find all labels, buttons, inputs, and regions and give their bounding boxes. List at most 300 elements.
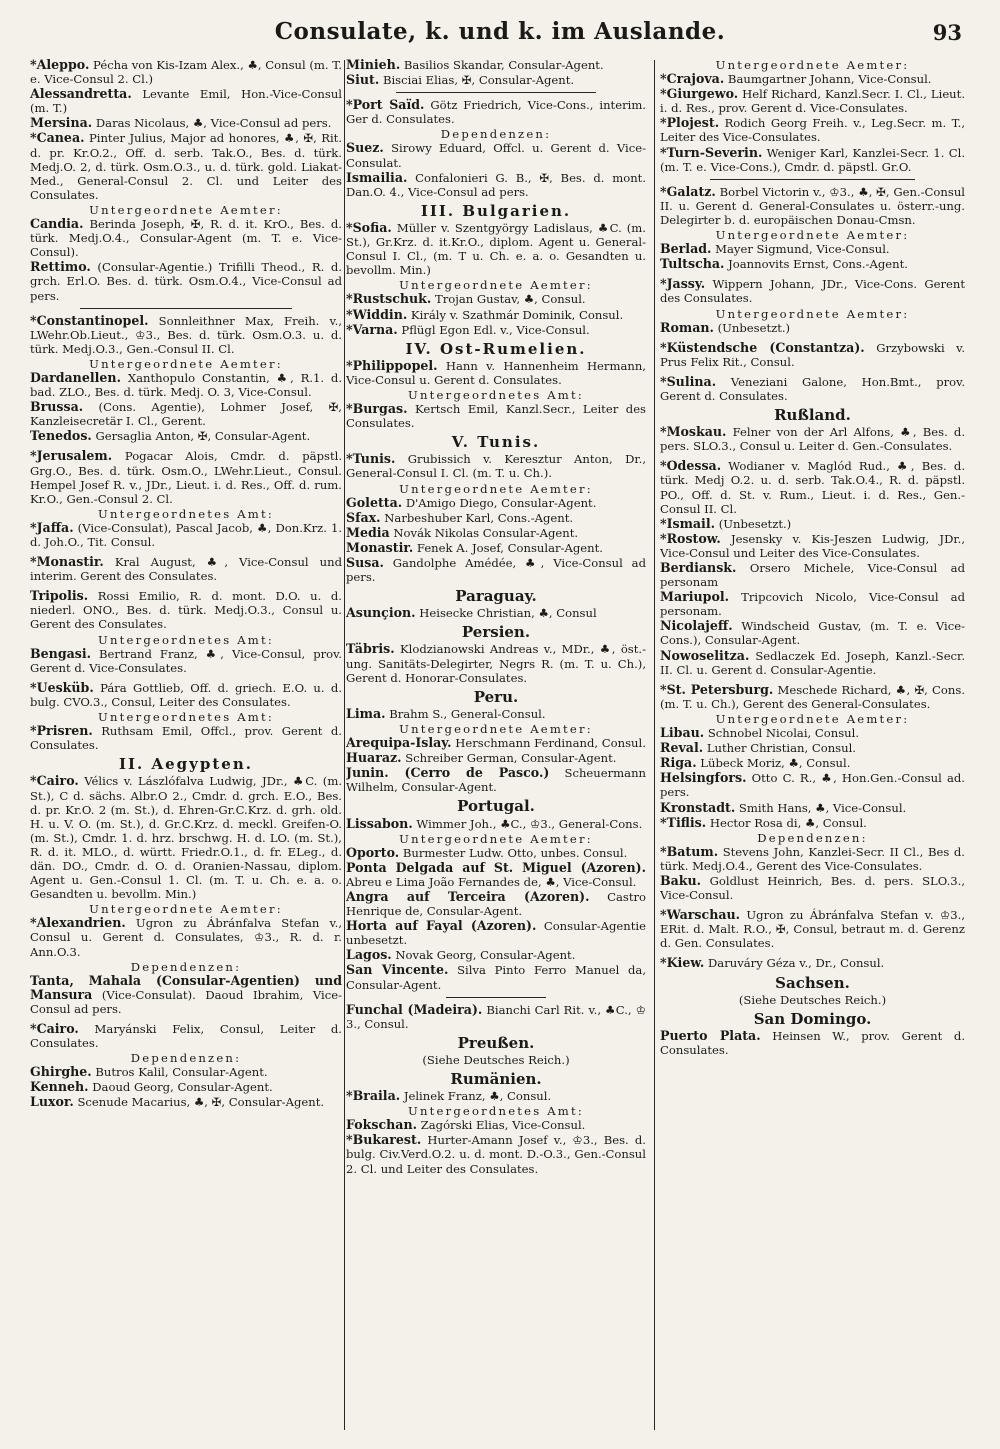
place-name: *Batum. — [660, 843, 719, 859]
entry-text: D'Amigo Diego, Consular-Agent. — [405, 495, 597, 510]
entry-text: (Consular-Agentie.) Trifilli Theod., R. d. grch. Erl.O. Bes. d. türk. Osm.O.4., Vice-Consul ad pers. — [30, 260, 342, 303]
section-heading: III. Bulgarien. — [420, 201, 572, 220]
place-name: Ismailia. — [346, 169, 408, 185]
subsection-heading: Untergeordnetes Amt: — [408, 1104, 584, 1119]
entry-text: Maryánski Felix, Consul, Leiter d. Consulates. — [30, 1022, 342, 1051]
consulate-entry — [30, 974, 342, 1016]
place-name: *Küstendsche (Constantza). — [660, 339, 865, 355]
entry-text: Helf Richard, Kanzl.Secr. I. Cl., Lieut. i. d. Res., prov. Gerent d. Vice-Consulates. — [660, 87, 965, 116]
entry-text: Grzybowski v. Prus Felix Rit., Consul. — [660, 340, 965, 369]
consulate-entry — [346, 1118, 646, 1132]
entry-text: Sedlaczek Ed. Joseph, Kanzl.-Secr. II. Cl. u. Gerent d. Consular-Agentie. — [660, 648, 965, 677]
consulate-entry — [346, 496, 646, 510]
section-rule — [710, 179, 915, 180]
place-name: *Uesküb. — [30, 679, 94, 695]
entry-text: Baumgartner Johann, Vice-Consul. — [727, 72, 932, 87]
place-name: *Sulina. — [660, 373, 717, 389]
consulate-entry — [660, 341, 965, 369]
place-name: San Vincente. — [346, 962, 449, 978]
subsection-heading: Untergeordnete Aemter: — [89, 202, 283, 217]
subsection-heading: Dependenzen: — [130, 1051, 242, 1066]
consulate-entry — [30, 1095, 342, 1109]
consulate-entry — [30, 371, 342, 399]
consulate-entry — [346, 141, 646, 169]
consulate-entry — [346, 402, 646, 430]
cross-reference-note: (Siehe Deutsches Reich.) — [422, 1052, 570, 1067]
consulate-entry — [30, 400, 342, 428]
consulate-entry — [346, 1003, 646, 1031]
entry-text: Silva Pinto Ferro Manuel da, Consular-Agent. — [346, 963, 646, 992]
country-heading: Persien. — [461, 623, 531, 642]
consulate-entry — [660, 590, 965, 618]
place-name: *Canea. — [30, 130, 85, 146]
place-name: Funchal (Madeira). — [346, 1001, 483, 1017]
consulate-entry — [660, 87, 965, 115]
entry-text: Luther Christian, Consul. — [706, 741, 856, 756]
entry-text: Lübeck Moriz, ♣, Consul. — [700, 756, 851, 771]
entry-text: Jelinek Franz, ♣, Consul. — [403, 1089, 552, 1104]
entry-text: Trojan Gustav, ♣, Consul. — [434, 292, 586, 307]
subsection-heading: Untergeordnetes Amt: — [408, 387, 584, 402]
entry-text: Herschmann Ferdinand, Consul. — [455, 736, 646, 751]
place-name: Ponta Delgada auf St. Miguel (Azoren). — [346, 859, 646, 875]
place-name: Susa. — [346, 555, 384, 570]
place-name: Junin. (Cerro de Pasco.) — [346, 765, 550, 781]
place-name: *Plojest. — [660, 115, 720, 131]
entry-text: Orsero Michele, Vice-Consul ad personam — [660, 561, 965, 590]
entry-text: Zagórski Elias, Vice-Consul. — [420, 1118, 586, 1133]
place-name: Tripolis. — [30, 588, 89, 604]
entry-text: Hurter-Amann Josef v., ♔3., Bes. d. bulg. Civ.Verd.O.2. u. d. mont. D.-O.3., Gen.-Consul 2. Cl. und Leiter des Consulates. — [346, 1133, 646, 1176]
country-heading: San Domingo. — [753, 1009, 872, 1028]
place-name: *Braila. — [346, 1088, 401, 1104]
consulate-entry — [30, 555, 342, 583]
place-name: *Burgas. — [346, 401, 408, 417]
consulate-entry — [30, 58, 342, 86]
country-heading: Peru. — [473, 687, 519, 706]
entry-text: Basilios Skandar, Consular-Agent. — [403, 58, 604, 72]
place-name: *Varna. — [346, 321, 398, 337]
entry-text: (Cons. Agentie), Lohmer Josef, ✠, Kanzleisecretär I. Cl., Gerent. — [30, 400, 342, 429]
place-name: Dardanellen. — [30, 369, 121, 385]
place-name: Siut. — [346, 72, 380, 88]
consulate-entry — [30, 521, 342, 549]
entry-text: Joannovits Ernst, Cons.-Agent. — [728, 257, 908, 272]
consulate-entry — [30, 260, 342, 302]
consulate-entry — [660, 242, 965, 256]
consulate-entry — [346, 98, 646, 126]
place-name: Media — [346, 524, 390, 540]
subsection-heading: Untergeordnetes Amt: — [98, 506, 274, 521]
place-name: *Constantinopel. — [30, 312, 149, 328]
consulate-entry — [346, 526, 646, 540]
consulate-entry — [660, 756, 965, 770]
place-name: Goletta. — [346, 494, 403, 510]
page-number: 93 — [932, 20, 962, 45]
consulate-entry — [660, 277, 965, 305]
entry-text: Ugron zu Ábránfalva Stefan v., Consul u. Gerent d. Consulates, ♔3., R. d. r. Ann.O.3. — [30, 916, 342, 959]
country-heading: Portugal. — [457, 797, 535, 816]
entry-text: Fenek A. Josef, Consular-Agent. — [416, 540, 603, 555]
entry-text: Gersaglia Anton, ✠, Consular-Agent. — [95, 429, 311, 444]
consulate-entry — [30, 449, 342, 505]
entry-text: Brahm S., General-Consul. — [389, 706, 546, 721]
place-name: *Kiew. — [660, 955, 705, 971]
place-name: Monastir. — [346, 539, 414, 555]
consulate-entry — [346, 171, 646, 199]
entry-text: Pinter Julius, Major ad honores, ♣, ✠, Rit. d. pr. Kr.O.2., Off. d. serb. Tak.O., Bes. d. türk. Medj.O. 2, d. türk. Osm.O.3., u. d. türk. gold. Liakat-Med., General-Consul 2. Cl. und Leiter des Consulates. — [30, 131, 342, 202]
cross-reference-note: (Siehe Deutsches Reich.) — [738, 992, 887, 1007]
subsection-heading: Dependenzen: — [130, 959, 242, 974]
entry-text: Müller v. Szentgyörgy Ladislaus, ♣C. (m. St.), Gr.Krz. d. it.Kr.O., diplom. Agent u. General-Consul I. Cl., (m. T u. Ch. e. a. o. Gesandten u. bevollm. Min.) — [346, 220, 646, 278]
place-name: *Tiflis. — [660, 814, 707, 830]
entry-text: Grubissich v. Keresztur Anton, Dr., General-Consul I. Cl. (m. T. u. Ch.). — [346, 452, 646, 481]
consulate-entry — [346, 452, 646, 480]
place-name: *Rustschuk. — [346, 291, 432, 307]
place-name: Rettimo. — [30, 259, 91, 275]
entry-text: Daras Nicolaus, ♣, Vice-Consul ad pers. — [95, 116, 332, 131]
subsection-heading: Untergeordnete Aemter: — [715, 306, 910, 321]
entry-text: Pflügl Egon Edl. v., Vice-Consul. — [401, 322, 590, 337]
place-name: Tenedos. — [30, 428, 92, 444]
country-heading: Rußland. — [774, 406, 851, 425]
consulate-entry — [30, 1022, 342, 1050]
place-name: Fokschan. — [346, 1117, 417, 1133]
consulate-entry — [346, 1089, 646, 1103]
consulate-entry — [30, 131, 342, 201]
place-name: *Odessa. — [660, 458, 722, 474]
entry-text: Levante Emil, Hon.-Vice-Consul (m. T.) — [30, 87, 342, 116]
place-name: *Moskau. — [660, 424, 727, 440]
entry-text: Jesensky v. Kis-Jeszen Ludwig, JDr., Vice-Consul und Leiter des Vice-Consulates. — [660, 531, 965, 560]
consulate-entry — [660, 683, 965, 711]
place-name: Kenneh. — [30, 1079, 89, 1095]
entry-text: Felner von der Arl Alfons, ♣, Bes. d. pers. SLO.3., Consul u. Leiter d. Gen.-Consulates. — [660, 425, 965, 454]
place-name: *Alexandrien. — [30, 915, 126, 931]
consulate-entry — [346, 766, 646, 794]
entry-text: Narbeshuber Karl, Cons.-Agent. — [384, 510, 574, 525]
entry-text: Berinda Joseph, ✠, R. d. it. KrO., Bes. d. türk. Medj.O.4., Consular-Agent (m. T. e. Vice-Consul). — [30, 217, 342, 260]
place-name: Sfax. — [346, 509, 381, 525]
place-name: *Warschau. — [660, 907, 741, 923]
consulate-entry — [30, 314, 342, 356]
entry-text: Pogacar Alois, Cmdr. d. päpstl. Grg.O., Bes. d. türk. Osm.O., LWehr.Lieut., Consul. Hempel Josef R. v., JDr., Lieut. i. d. Res., Off. d. rum. Kr.O., Gen.-Consul 2. Cl. — [30, 449, 342, 506]
place-name: *Rostow. — [660, 530, 721, 546]
consulate-entry — [346, 846, 646, 860]
place-name: Oporto. — [346, 844, 400, 860]
place-name: Bengasi. — [30, 645, 92, 661]
entry-text: Wippern Johann, JDr., Vice-Cons. Gerent des Consulates. — [660, 277, 965, 306]
consulate-entry — [346, 556, 646, 584]
consulate-entry — [660, 116, 965, 144]
consulate-entry — [660, 459, 965, 515]
entry-text: Abreu e Lima João Fernandes de, ♣, Vice-Consul. — [346, 874, 637, 889]
place-name: Mariupol. — [660, 589, 730, 605]
place-name: *Jaffa. — [30, 519, 74, 535]
entry-text: (Unbesetzt.) — [717, 320, 791, 335]
entry-text: Goldlust Heinrich, Bes. d. pers. SLO.3., Vice-Consul. — [660, 873, 965, 903]
section-heading: II. Aegypten. — [119, 755, 253, 774]
subsection-heading: Untergeordnete Aemter: — [715, 228, 910, 243]
consulate-entry — [30, 87, 342, 115]
consulate-entry — [660, 908, 965, 950]
entry-text: Kertsch Emil, Kanzl.Secr., Leiter des Consulates. — [346, 402, 646, 431]
place-name: Suez. — [346, 140, 384, 156]
place-name: Berlad. — [660, 241, 712, 257]
entry-text: Scenude Macarius, ♣, ✠, Consular-Agent. — [77, 1095, 325, 1110]
entry-text: Kral August, ♣, Vice-Consul und interim. Gerent des Consulates. — [30, 555, 342, 584]
place-name: Horta auf Fayal (Azoren). — [346, 918, 537, 934]
place-name: *Turn-Severin. — [660, 144, 763, 160]
consulate-entry — [660, 874, 965, 902]
consulate-entry — [346, 308, 646, 322]
consulate-entry — [346, 642, 646, 684]
place-name: Reval. — [660, 740, 704, 756]
place-name: Kronstadt. — [660, 799, 736, 815]
place-name: Nicolajeff. — [660, 618, 733, 634]
place-name: Asunçion. — [346, 605, 416, 621]
subsection-heading: Untergeordnete Aemter: — [89, 902, 283, 917]
section-heading: IV. Ost-Rumelien. — [405, 339, 587, 358]
entry-text: Gandolphe Amédée, ♣, Vice-Consul ad pers. — [346, 556, 646, 585]
consulate-entry — [346, 751, 646, 765]
country-heading: Sachsen. — [775, 973, 850, 992]
place-name: *Crajova. — [660, 71, 725, 87]
place-name: *Jassy. — [660, 276, 706, 292]
text-column-1 — [30, 58, 342, 1436]
entry-text: Vélics v. Lászlófalva Ludwig, JDr., ♣C. (m. St.), C d. sächs. Albr.O 2., Cmdr. d. grch. E.O., Bes. d. pr. Kr.O. 2 (m. St.), d. Ehren-Gr.C.Krz. d. grh. old. H. u. V. O. (m. St.), d. Gr.C.Krz. d. meckl. Greifen-O. (m. St.), Cmdr. 1. d. hrz. brschwg. H. d. LO. (m. St.), R. d. it. MLO., d. württ. Friedr.O.1., d. fr. ELeg., d. dän. DO., Cmdr. d. O. d. Oranien-Nassau, diplom. Agent u. Gen.-Consul 1. Cl. (m. T. u. Ch. e. a. o. Gesandten u. bevollm. Min.) — [30, 774, 342, 902]
place-name: Lima. — [346, 705, 386, 721]
consulate-entry — [346, 541, 646, 555]
entry-text: Bertrand Franz, ♣, Vice-Consul, prov. Gerent d. Vice-Consulates. — [30, 646, 342, 675]
entry-text: Götz Friedrich, Vice-Cons., interim. Ger d. Consulates. — [346, 98, 646, 127]
entry-text: Smith Hans, ♣, Vice-Consul. — [738, 800, 907, 815]
subsection-heading: Untergeordnetes Amt: — [98, 710, 274, 725]
entry-text: Xanthopulo Constantin, ♣, R.1. d. bad. ZLO., Bes. d. türk. Medj. O. 3, Vice-Consul. — [30, 370, 342, 400]
entry-text: Sonnleithner Max, Freih. v., LWehr.Ob.Lieut., ♔3., Bes. d. türk. Osm.O.3. u. d. türk. Medj.O.3., Gen.-Consul II. Cl. — [30, 313, 342, 356]
place-name: Lissabon. — [346, 815, 413, 831]
subsection-heading: Untergeordnete Aemter: — [89, 356, 283, 371]
place-name: Tanta, Mahala (Consular-Agentien) und Mansura — [30, 972, 342, 1002]
entry-text: Rodich Georg Freih. v., Leg.Secr. m. T., Leiter des Vice-Consulates. — [660, 116, 965, 145]
consulate-entry — [660, 532, 965, 560]
section-rule — [80, 308, 292, 309]
entry-text: Windscheid Gustav, (m. T. e. Vice-Cons.), Consular-Agent. — [660, 619, 965, 648]
place-name: Baku. — [660, 872, 702, 888]
country-heading: Preußen. — [457, 1033, 535, 1052]
entry-text: Pára Gottlieb, Off. d. griech. E.O. u. d. bulg. CVO.3., Consul, Leiter des Consulates. — [30, 680, 342, 709]
consulate-entry — [660, 816, 965, 830]
entry-text: Klodzianowski Andreas v., MDr., ♣, öst.-ung. Sanitäts-Delegirter, Negrs R. (m. T. u. Ch.), Gerent d. Honorar-Consulates. — [346, 642, 646, 685]
entry-text: Weniger Karl, Kanzlei-Secr. 1. Cl. (m. T. e. Vice-Cons.), Cmdr. d. päpstl. Gr.O. — [660, 145, 965, 174]
entry-text: Király v. Szathmár Dominik, Consul. — [410, 307, 624, 322]
place-name: Ghirghe. — [30, 1064, 92, 1080]
country-heading: Rumänien. — [450, 1070, 542, 1088]
consulate-entry — [346, 736, 646, 750]
place-name: Minieh. — [346, 58, 401, 72]
place-name: *Tunis. — [346, 451, 396, 467]
consulate-entry — [660, 72, 965, 86]
place-name: *Giurgewo. — [660, 86, 739, 102]
consulate-entry — [660, 321, 965, 335]
entry-text: Sirowy Eduard, Offcl. u. Gerent d. Vice-Consulat. — [346, 141, 646, 170]
column-divider — [654, 60, 655, 1430]
consulate-entry — [30, 116, 342, 130]
place-name: Roman. — [660, 319, 714, 335]
page-title: Consulate, k. und k. im Auslande. — [274, 18, 726, 45]
subsection-heading: Untergeordnetes Amt: — [98, 632, 274, 647]
entry-text: Daruváry Géza v., Dr., Consul. — [707, 956, 885, 971]
country-heading: Paraguay. — [455, 587, 537, 606]
subsection-heading: Dependenzen: — [440, 127, 552, 142]
consulate-entry — [660, 649, 965, 677]
entry-text: Rossi Emilio, R. d. mont. D.O. u. d. niederl. ONO., Bes. d. türk. Medj.O.3., Consul u. Gerent des Consulates. — [30, 589, 342, 632]
entry-text: Tripcovich Nicolo, Vice-Consul ad personam. — [660, 590, 965, 619]
consulate-entry — [346, 221, 646, 277]
consulate-entry — [660, 561, 965, 589]
entry-text: Consular-Agentie unbesetzt. — [346, 919, 646, 948]
place-name: *Ismail. — [660, 515, 716, 531]
place-name: *Aleppo. — [30, 58, 90, 72]
consulate-entry — [660, 257, 965, 271]
entry-text: (Vice-Consulat), Pascal Jacob, ♣, Don.Krz. 1. d. Joh.O., Tit. Consul. — [30, 520, 342, 549]
place-name: Brussa. — [30, 399, 84, 415]
entry-text: Butros Kalil, Consular-Agent. — [95, 1065, 268, 1080]
place-name: Arequipa-Islay. — [346, 735, 452, 751]
subsection-heading: Dependenzen: — [757, 830, 868, 845]
consulate-entry — [660, 771, 965, 799]
consulate-entry — [30, 217, 342, 259]
text-column-2 — [346, 58, 646, 1436]
entry-text: Heinsen W., prov. Gerent d. Consulates. — [660, 1028, 965, 1057]
place-name: Alessandretta. — [30, 86, 132, 102]
entry-text: Ugron zu Ábránfalva Stefan v. ♔3., ERit. d. Malt. R.O., ✠, Consul, betraut m. d. Gerenz d. Gen. Consulates. — [660, 908, 965, 951]
place-name: Nowoselitza. — [660, 647, 750, 663]
consulate-entry — [660, 741, 965, 755]
entry-text: Castro Henrique de, Consular-Agent. — [346, 889, 646, 919]
place-name: Lagos. — [346, 947, 392, 963]
consulate-entry — [30, 429, 342, 443]
place-name: Helsingfors. — [660, 770, 747, 786]
entry-text: Stevens John, Kanzlei-Secr. II Cl., Bes d. türk. Medj.O.4., Gerent des Vice-Consulates. — [660, 844, 965, 873]
entry-text: Heisecke Christian, ♣, Consul — [419, 606, 597, 621]
consulate-entry — [346, 948, 646, 962]
place-name: Libau. — [660, 725, 705, 741]
place-name: Tultscha. — [660, 256, 725, 272]
entry-text: Schnobel Nicolai, Consul. — [707, 726, 860, 741]
place-name: *Widdin. — [346, 306, 408, 322]
consulate-entry — [346, 817, 646, 831]
place-name: *Sofia. — [346, 219, 392, 235]
consulate-entry — [660, 517, 965, 531]
section-rule — [446, 997, 546, 998]
subsection-heading: Untergeordnete Aemter: — [399, 481, 593, 496]
consulate-entry — [660, 801, 965, 815]
place-name: Berdiansk. — [660, 560, 737, 575]
consulate-entry — [30, 647, 342, 675]
consulate-entry — [346, 606, 646, 620]
entry-text: Pécha von Kis-Izam Alex., ♣, Consul (m. T. e. Vice-Consul 2. Cl.) — [30, 58, 342, 87]
column-divider — [344, 60, 345, 1430]
place-name: *Bukarest. — [346, 1132, 422, 1148]
consulate-entry — [30, 1065, 342, 1079]
subsection-heading: Untergeordnete Aemter: — [399, 278, 593, 293]
entry-text: Hann v. Hannenheim Hermann, Vice-Consul u. Gerent d. Consulates. — [346, 358, 646, 387]
consulate-entry — [30, 916, 342, 958]
place-name: Huaraz. — [346, 750, 402, 766]
consulate-entry — [346, 73, 646, 87]
consulate-entry — [346, 890, 646, 918]
place-name: *Galatz. — [660, 183, 716, 199]
entry-text: Schreiber German, Consular-Agent. — [405, 751, 617, 766]
place-name: Riga. — [660, 755, 697, 771]
place-name: Luxor. — [30, 1094, 74, 1110]
consulate-entry — [30, 724, 342, 752]
section-heading: V. Tunis. — [451, 433, 541, 452]
consulate-entry — [30, 1080, 342, 1094]
entry-text: Wimmer Joh., ♣C., ♔3., General-Cons. — [416, 816, 643, 831]
consulate-entry — [346, 359, 646, 387]
entry-text: Hector Rosa di, ♣, Consul. — [709, 815, 867, 830]
consulate-entry — [660, 845, 965, 873]
entry-text: Novak Georg, Consular-Agent. — [395, 948, 576, 963]
entry-text: Scheuermann Wilhelm, Consular-Agent. — [346, 766, 646, 795]
place-name: Angra auf Terceira (Azoren). — [346, 888, 590, 904]
place-name: *Port Saïd. — [346, 97, 425, 113]
place-name: *Jerusalem. — [30, 448, 113, 464]
entry-text: Wodianer v. Maglód Rud., ♣, Bes. d. türk. Medj O.2. u. d. serb. Tak.O.4., R. d. päpstl. PO., Off. d. St. v. Rum., Lieut. i. d. Res., Gen.-Consul II. Cl. — [660, 459, 965, 516]
entry-text: Ruthsam Emil, Offcl., prov. Gerent d. Consulates. — [30, 724, 342, 753]
text-column-3 — [660, 58, 965, 1436]
place-name: Mersina. — [30, 115, 93, 131]
place-name: Täbris. — [346, 641, 395, 657]
consulate-entry — [346, 511, 646, 525]
consulate-entry — [346, 707, 646, 721]
entry-text: Daoud Georg, Consular-Agent. — [92, 1080, 273, 1095]
entry-text: Veneziani Galone, Hon.Bmt., prov. Gerent d. Consulates. — [660, 374, 965, 403]
subsection-heading: Untergeordnete Aemter: — [399, 831, 593, 846]
subsection-heading: Untergeordnete Aemter: — [715, 58, 910, 72]
consulate-entry — [30, 589, 342, 631]
consulate-entry — [660, 956, 965, 970]
entry-text: Borbel Victorin v., ♔3., ♣, ✠, Gen.-Consul II. u. Gerent d. General-Consulates u. österr.-ung. Delegirter b. d. europäischen Donau-Cmsn. — [660, 184, 965, 227]
place-name: *Monastir. — [30, 554, 104, 570]
consulate-entry — [346, 292, 646, 306]
consulate-entry — [346, 861, 646, 889]
consulate-entry — [346, 1133, 646, 1175]
place-name: *St. Petersburg. — [660, 681, 774, 697]
entry-text: Confalonieri G. B., ✠, Bes. d. mont. Dan.O. 4., Vice-Consul ad pers. — [346, 170, 646, 199]
consulate-entry — [346, 58, 646, 72]
entry-text: Novák Nikolas Consular-Agent. — [393, 525, 579, 540]
consulate-entry — [30, 774, 342, 901]
consulate-entry — [346, 963, 646, 991]
subsection-heading: Untergeordnete Aemter: — [399, 721, 593, 736]
place-name: *Philippopel. — [346, 357, 438, 373]
page-header — [0, 18, 1000, 58]
place-name: *Cairo. — [30, 1021, 79, 1036]
entry-text: Mayer Sigmund, Vice-Consul. — [715, 242, 890, 257]
consulate-entry — [346, 919, 646, 947]
consulate-entry — [660, 726, 965, 740]
consulate-entry — [660, 425, 965, 453]
section-rule — [396, 92, 596, 93]
place-name: Puerto Plata. — [660, 1027, 761, 1043]
consulate-entry — [660, 185, 965, 227]
consulate-entry — [660, 619, 965, 647]
consulate-entry — [30, 681, 342, 709]
place-name: Candia. — [30, 216, 84, 232]
